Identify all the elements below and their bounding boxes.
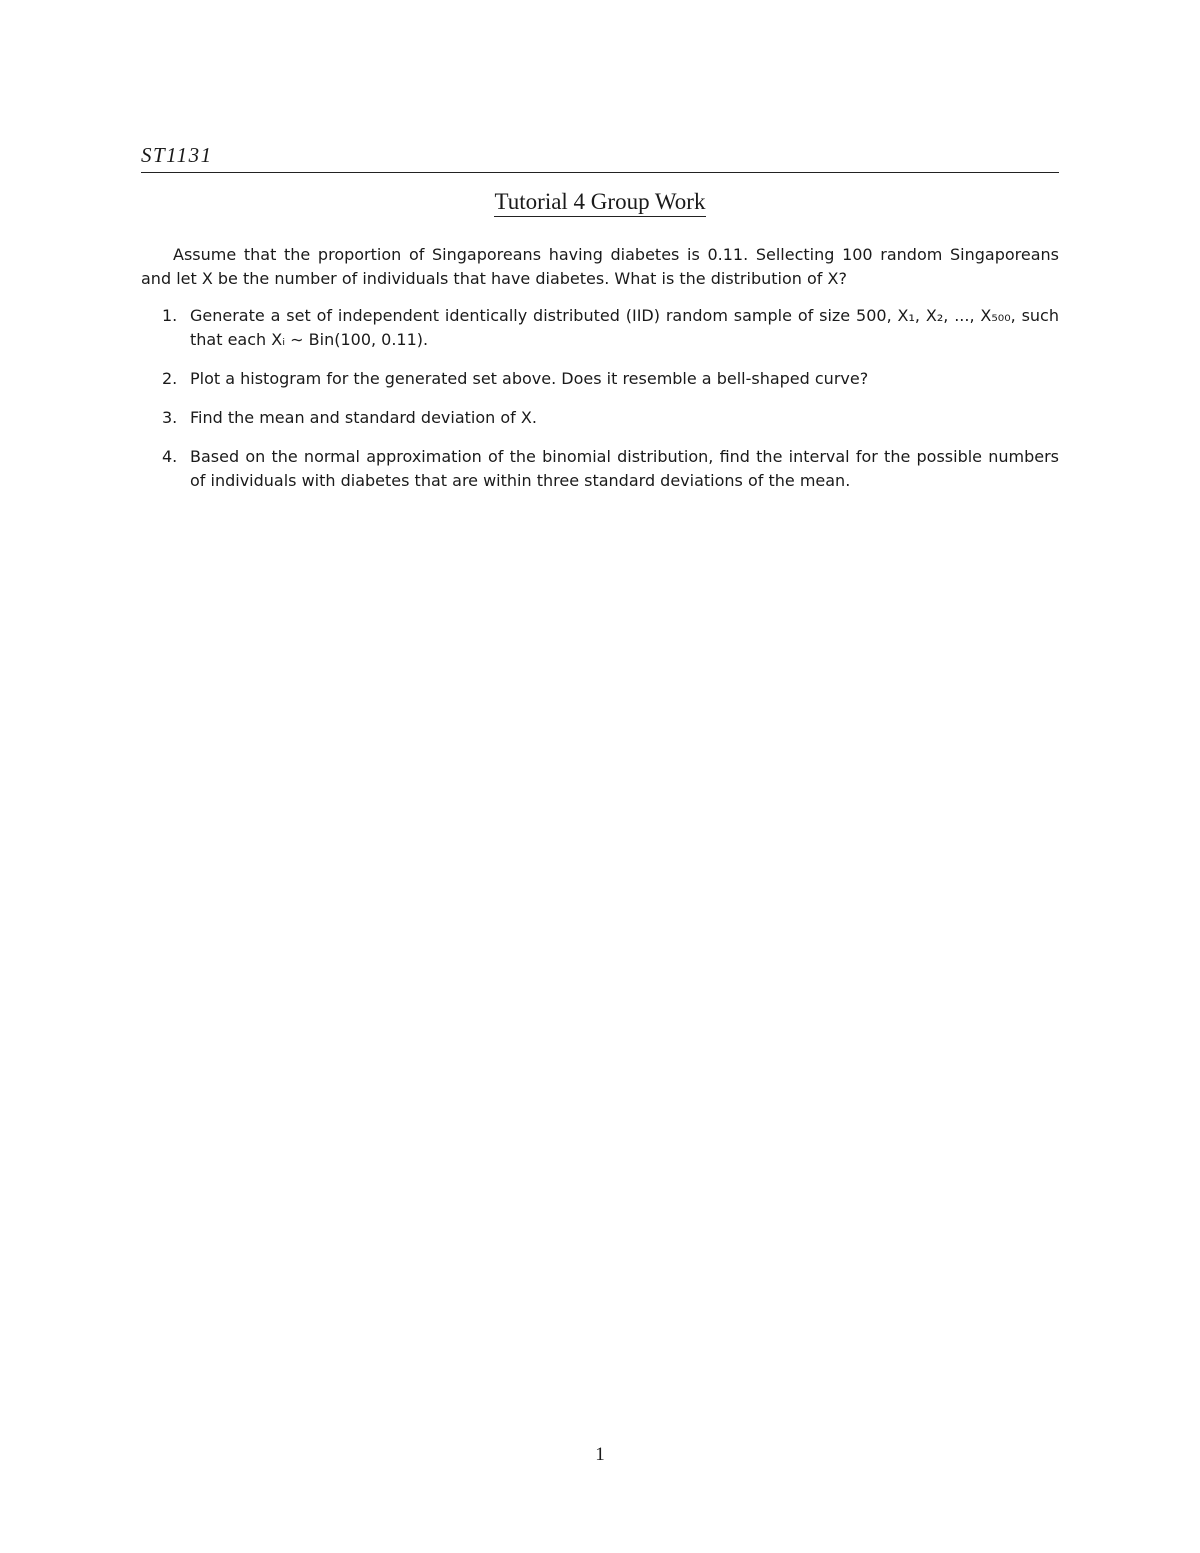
page-title: Tutorial 4 Group Work bbox=[494, 189, 707, 217]
question-list bbox=[141, 304, 1059, 493]
question-number: 4. bbox=[162, 447, 178, 466]
question-number: 1. bbox=[162, 306, 178, 325]
course-code: ST1131 bbox=[141, 143, 213, 167]
question-text: Generate a set of independent identically distributed (IID) random sample of size 500, X₁, X₂, ..., X₅₀₀, such that each Xᵢ ∼ Bin(100, 0.11). bbox=[190, 306, 1059, 349]
question-text: Find the mean and standard deviation of X. bbox=[190, 408, 537, 427]
page-number: 1 bbox=[595, 1444, 605, 1465]
question-number: 2. bbox=[162, 369, 178, 388]
page-header bbox=[141, 143, 1059, 173]
question-number: 3. bbox=[162, 408, 178, 427]
question-item-2 bbox=[141, 367, 1059, 391]
page-title-wrapper bbox=[0, 189, 1200, 215]
question-item-1 bbox=[141, 304, 1059, 352]
question-text: Plot a histogram for the generated set above. Does it resemble a bell-shaped curve? bbox=[190, 369, 869, 388]
question-item-3 bbox=[141, 406, 1059, 430]
question-text: Based on the normal approximation of the binomial distribution, find the interval for the possible numbers of individuals with diabetes that are within three standard deviations of the mean. bbox=[190, 447, 1059, 490]
intro-paragraph: Assume that the proportion of Singaporeans having diabetes is 0.11. Sellecting 100 random Singaporeans and let X be the number of individuals that have diabetes. What is the distribution of X? bbox=[141, 245, 1059, 288]
document-body bbox=[141, 243, 1059, 508]
question-item-4 bbox=[141, 445, 1059, 493]
